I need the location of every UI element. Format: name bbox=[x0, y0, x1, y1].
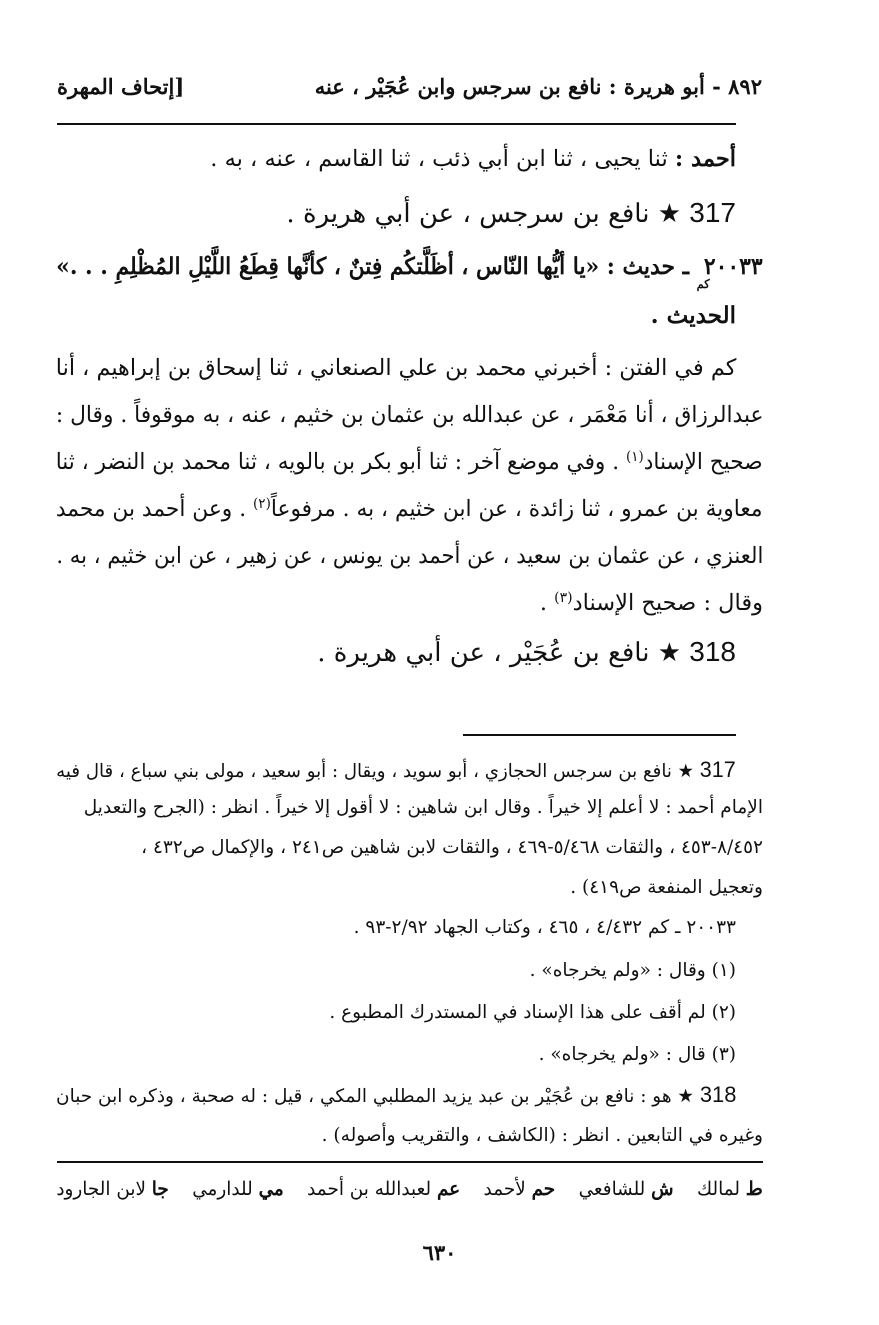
header-book-title: [إتحاف المهرة bbox=[57, 74, 185, 99]
hadith-text: «يا أيُّها النّاس ، أظَلَّتكُم فِتنٌ ، كأنَّها قِطَعُ اللَّيْلِ المُظْلِمِ . . .» bbox=[56, 253, 600, 280]
legend-name: لعبدالله بن أحمد bbox=[307, 1178, 432, 1200]
paragraph-fragment: وقال : صحيح الإسناد bbox=[572, 590, 763, 616]
footnote-ref-1[interactable]: (١) bbox=[626, 449, 645, 465]
legend-name: للشافعي bbox=[578, 1178, 646, 1200]
top-line-text: ثنا يحيى ، ثنا ابن أبي ذئب ، ثنا القاسم ، عنه ، به . bbox=[210, 146, 668, 172]
hadith-label: ـ حديث : bbox=[607, 253, 690, 280]
header-number: ٨٩٢ - bbox=[712, 74, 762, 99]
footnote-20033: ٢٠٠٣٣ ـ كم ٤/٤٣٢ ، ٤٦٥ ، وكتاب الجهاد ٢/٩٢-٩٣ . bbox=[353, 917, 736, 938]
star-icon: ★ bbox=[657, 638, 682, 668]
footnote-rule bbox=[463, 734, 736, 736]
footnote-317-line-4: وتعجيل المنفعة ص٤١٩) . bbox=[570, 877, 763, 898]
footnote-ref-2[interactable]: (٢) bbox=[253, 496, 272, 512]
legend-code: حم bbox=[531, 1178, 556, 1200]
paragraph-fragment: صحيح الإسناد bbox=[644, 449, 763, 475]
footnote-317-text: نافع بن سرجس الحجازي ، أبو سويد ، ويقال : أبو سعيد ، مولى بني سباع ، قال فيه bbox=[56, 761, 673, 782]
footnote-ref-3[interactable]: (٣) bbox=[554, 590, 573, 606]
paragraph-line-3 bbox=[56, 449, 763, 476]
sigla-legend bbox=[57, 1178, 763, 1201]
footnote-317-line-2: الإمام أحمد : لا أعلم إلا خيراً . وقال ابن شاهين : لا أقول إلا خيراً . انظر : (الجرح والتعديل bbox=[83, 797, 763, 818]
paragraph-line-5: العنزي ، عن عثمان بن سعيد ، عن أحمد بن يونس ، عن زهير ، عن ابن خثيم ، به . bbox=[55, 543, 763, 569]
legend-code: جا bbox=[151, 1178, 169, 1200]
section-318-heading bbox=[317, 635, 736, 669]
legend-name: للدارمي bbox=[192, 1178, 253, 1200]
section-317-number: 317 bbox=[689, 197, 736, 228]
paragraph-line-4 bbox=[56, 496, 763, 523]
hadith-line bbox=[57, 253, 763, 291]
section-317-heading bbox=[286, 196, 736, 230]
header-title: أبو هريرة : نافع بن سرجس وابن عُجَيْر ، عنه bbox=[314, 74, 705, 99]
hadith-cont: الحديث . bbox=[650, 302, 736, 329]
legend-name: لمالك bbox=[697, 1178, 741, 1200]
footnote-1: (١) وقال : «ولم يخرجاه» . bbox=[529, 960, 736, 981]
footnote-3: (٣) قال : «ولم يخرجاه» . bbox=[538, 1044, 736, 1065]
legend-name: لأحمد bbox=[483, 1178, 526, 1200]
paragraph-fragment: . وفي موضع آخر : ثنا أبو بكر بن بالويه ، ثنا محمد بن النضر ، ثنا bbox=[56, 449, 627, 475]
legend-item bbox=[57, 1178, 169, 1200]
paragraph-fragment: . bbox=[539, 590, 555, 616]
footnote-317-line-3: ٨/٤٥٢-٤٥٣ ، والثقات ٥/٤٦٨-٤٦٩ ، والثقات لابن شاهين ص٢٤١ ، والإكمال ص٤٣٢ ، bbox=[141, 837, 763, 858]
legend-code: عم bbox=[437, 1178, 461, 1200]
legend-rule bbox=[57, 1161, 763, 1163]
hadith-number: ٢٠٠٣٣ bbox=[704, 253, 763, 280]
legend-item bbox=[579, 1178, 674, 1200]
star-icon: ★ bbox=[676, 1086, 694, 1107]
paragraph-fragment: . وعن أحمد بن محمد bbox=[56, 496, 254, 522]
legend-item bbox=[697, 1178, 763, 1200]
legend-code: ط bbox=[745, 1178, 763, 1200]
paragraph-line-2: عبدالرزاق ، أنا مَعْمَر ، عن عبدالله بن عثمان بن خثيم ، عنه ، به موقوفاً . وقال : bbox=[55, 402, 763, 428]
legend-item bbox=[192, 1178, 284, 1200]
footnote-318-text: هو : نافع بن عُجَيْر بن عبد يزيد المطلبي المكي ، قيل : له صحبة ، وذكره ابن حبان bbox=[55, 1086, 672, 1107]
paragraph-line-1: كم في الفتن : أخبرني محمد بن علي الصنعاني ، ثنا إسحاق بن إبراهيم ، أنا bbox=[55, 355, 736, 381]
section-318-text: نافع بن عُجَيْر ، عن أبي هريرة . bbox=[317, 638, 650, 668]
section-317-text: نافع بن سرجس ، عن أبي هريرة . bbox=[286, 199, 650, 229]
star-icon: ★ bbox=[677, 761, 695, 782]
legend-code: مي bbox=[258, 1178, 284, 1200]
paragraph-fragment: معاوية بن عمرو ، ثنا زائدة ، عن ابن خثيم ، به . مرفوعاً bbox=[271, 496, 763, 522]
star-icon: ★ bbox=[657, 199, 682, 229]
footnote-317-number: 317 bbox=[699, 757, 736, 782]
top-line-label: أحمد : bbox=[674, 146, 736, 172]
section-318-number: 318 bbox=[689, 636, 736, 667]
paragraph-line-6 bbox=[540, 590, 763, 617]
legend-name: لابن الجارود bbox=[56, 1178, 147, 1200]
footnote-318-number: 318 bbox=[699, 1082, 736, 1107]
footnote-2: (٢) لم أقف على هذا الإسناد في المستدرك المطبوع . bbox=[329, 1002, 736, 1023]
legend-code: ش bbox=[651, 1178, 674, 1200]
hadith-sigla: كم bbox=[696, 277, 711, 291]
footnote-317-line-1 bbox=[56, 757, 736, 783]
footnote-318-line-2: وغيره في التابعين . انظر : (الكاشف ، والتقريب وأصوله) . bbox=[321, 1125, 763, 1146]
header-right bbox=[315, 74, 762, 99]
legend-item bbox=[307, 1178, 460, 1200]
footnote-318-line-1 bbox=[56, 1082, 736, 1108]
header-rule bbox=[57, 123, 736, 125]
legend-item bbox=[484, 1178, 556, 1200]
page-number: ٦٣٠ bbox=[422, 1240, 457, 1265]
top-line bbox=[210, 146, 736, 173]
